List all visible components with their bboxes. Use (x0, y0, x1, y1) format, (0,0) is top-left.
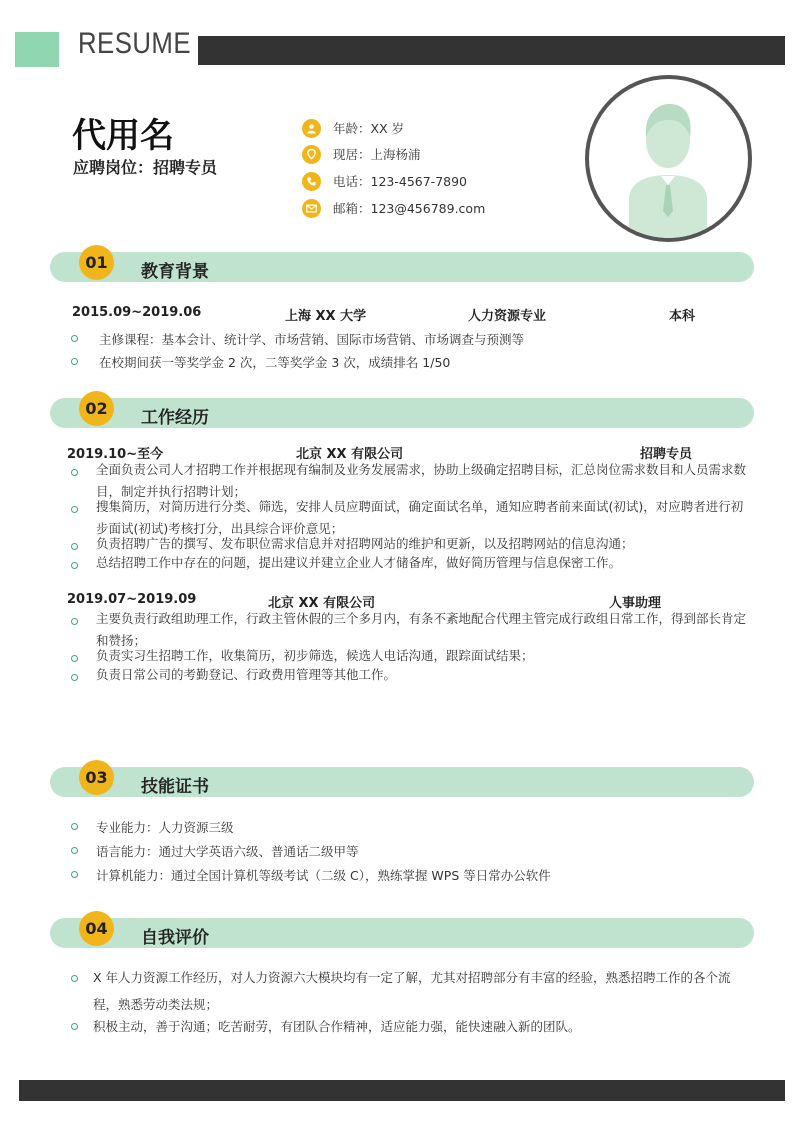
bullet-icon (71, 469, 78, 476)
bullet-icon (71, 506, 78, 513)
work-section-number: 02 (79, 391, 114, 426)
person-avatar-icon (589, 79, 748, 238)
education-period: 2015.09~2019.06 (72, 305, 202, 320)
email-text: 邮箱：123@456789.com (333, 201, 486, 216)
education-item: 在校期间获一等奖学金 2 次，二等奖学金 3 次，成绩排名 1/50 (99, 355, 451, 370)
job-company: 北京 XX 有限公司 (268, 596, 376, 611)
bullet-icon (71, 871, 78, 878)
self-section-title: 自我评价 (141, 928, 209, 948)
job-duty: 负责日常公司的考勤登记、行政费用管理等其他工作。 (96, 667, 397, 682)
education-section-title: 教育背景 (141, 262, 209, 282)
applied-position: 应聘岗位：招聘专员 (73, 158, 218, 177)
bullet-icon (71, 358, 78, 365)
age-text: 年龄：XX 岁 (333, 121, 405, 136)
info-location (302, 144, 421, 164)
skill-item: 语言能力：通过大学英语六级、普通话二级甲等 (96, 844, 359, 859)
location-text: 现居：上海杨浦 (333, 147, 421, 162)
job-duty: 搜集简历，对简历进行分类、筛选，安排人员应聘面试，确定面试名单，通知应聘者前来面试(初试)，对应聘者进行初步面试(初试)考核打分，出具综合评价意见； (96, 499, 744, 536)
person-icon (302, 119, 321, 138)
footer-bar (19, 1080, 785, 1101)
bullet-icon (71, 562, 78, 569)
info-age (302, 118, 404, 138)
avatar (585, 75, 752, 242)
job-period: 2019.10~至今 (67, 447, 164, 462)
bullet-icon (71, 674, 78, 681)
bullet-icon (71, 847, 78, 854)
job-role: 招聘专员 (640, 447, 693, 462)
bullet-icon (71, 655, 78, 662)
skill-item: 专业能力：人力资源三级 (96, 820, 234, 835)
bullet-icon (71, 823, 78, 830)
bullet-icon (71, 1023, 78, 1030)
job-period: 2019.07~2019.09 (67, 592, 197, 607)
job-duty: 全面负责公司人才招聘工作并根据现有编制及业务发展需求，协助上级确定招聘目标，汇总岗位需求数目和人员需求数目，制定并执行招聘计划； (96, 462, 747, 499)
job-duty: 负责招聘广告的撰写、发布职位需求信息并对招聘网站的维护和更新，以及招聘网站的信息沟通； (96, 536, 634, 551)
bullet-icon (71, 335, 78, 342)
job-role: 人事助理 (609, 596, 662, 611)
job-duty: 负责实习生招聘工作，收集简历，初步筛选，候选人电话沟通，跟踪面试结果； (96, 648, 534, 663)
education-degree: 本科 (669, 309, 696, 324)
work-section-title: 工作经历 (141, 408, 209, 428)
job-duty: 主要负责行政组助理工作，行政主管休假的三个多月内，有条不紊地配合代理主管完成行政组日常工作，得到部长肯定和赞扬； (96, 611, 747, 648)
info-phone (302, 171, 467, 191)
bullet-icon (71, 543, 78, 550)
education-major: 人力资源专业 (468, 309, 547, 324)
header-accent-block (15, 32, 59, 67)
self-section-number: 04 (79, 911, 114, 946)
job-company: 北京 XX 有限公司 (296, 447, 404, 462)
bullet-icon (71, 618, 78, 625)
bullet-icon (71, 975, 78, 982)
candidate-name: 代用名 (72, 116, 174, 156)
info-email (302, 198, 485, 218)
phone-text: 电话：123-4567-7890 (333, 174, 468, 189)
education-item: 主修课程：基本会计、统计学、市场营销、国际市场营销、市场调查与预测等 (99, 332, 525, 347)
phone-icon (302, 172, 321, 191)
mail-icon (302, 199, 321, 218)
location-pin-icon (302, 145, 321, 164)
job-duty: 总结招聘工作中存在的问题，提出建议并建立企业人才储备库，做好简历管理与信息保密工作。 (96, 555, 622, 570)
skills-section-title: 技能证书 (141, 777, 209, 797)
self-evaluation-item: 积极主动，善于沟通；吃苦耐劳，有团队合作精神，适应能力强，能快速融入新的团队。 (93, 1019, 581, 1034)
resume-title: RESUME (78, 27, 191, 60)
skill-item: 计算机能力：通过全国计算机等级考试（二级 C），熟练掌握 WPS 等日常办公软件 (96, 868, 551, 883)
header-bar (198, 36, 785, 65)
self-evaluation-item: X 年人力资源工作经历，对人力资源六大模块均有一定了解，尤其对招聘部分有丰富的经验，熟悉招聘工作的各个流程，熟悉劳动类法规； (93, 970, 731, 1012)
skills-section-number: 03 (79, 760, 114, 795)
education-school: 上海 XX 大学 (285, 309, 367, 324)
education-section-number: 01 (79, 245, 114, 280)
